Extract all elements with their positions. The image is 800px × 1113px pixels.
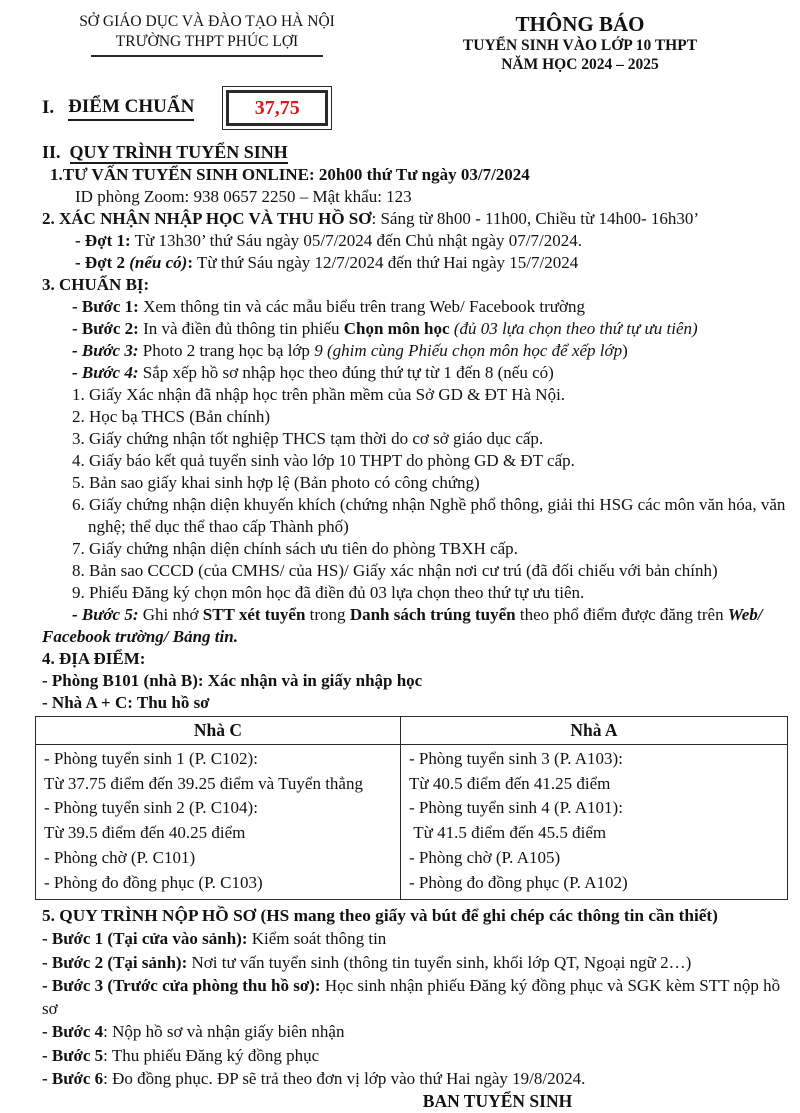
section-benchmark bbox=[42, 84, 788, 132]
confirmation-label: 2. XÁC NHẬN NHẬP HỌC VÀ THU HỒ SƠ bbox=[42, 209, 372, 228]
score-box-inner bbox=[226, 90, 328, 126]
submission-step bbox=[42, 974, 788, 1021]
section-process-heading bbox=[42, 140, 788, 164]
round1-line bbox=[42, 230, 788, 252]
confirmation-line bbox=[42, 208, 788, 230]
step5-channels: Web/ Facebook trường/ Bảng tin. bbox=[42, 605, 767, 646]
header-underline bbox=[91, 55, 323, 57]
step2-italic: (đủ 03 lựa chọn theo thứ tự ưu tiên) bbox=[449, 319, 698, 338]
submission-step4-text: : Nộp hồ sơ và nhận giấy biên nhận bbox=[103, 1022, 345, 1042]
step3-italic: 9 (ghim cùng Phiếu chọn môn học để xếp lớp bbox=[314, 341, 623, 360]
table-line: Từ 39.5 điểm đến 40.25 điểm bbox=[44, 823, 246, 843]
step2-bold: Chọn môn học bbox=[343, 319, 450, 338]
step4-label: - Bước 4: bbox=[72, 363, 139, 382]
round2-condition: (nếu có) bbox=[129, 253, 188, 272]
step5-bold2: Danh sách trúng tuyển bbox=[349, 605, 516, 624]
submission-title: 5. QUY TRÌNH NỘP HỒ SƠ (HS mang theo giấy và bút để ghi chép các thông tin cần thiết) bbox=[42, 906, 718, 926]
round2-colon: : bbox=[187, 253, 194, 272]
location-line1: - Phòng B101 (nhà B): Xác nhận và in giấy nhập học bbox=[42, 671, 423, 690]
document-item: 7. Giấy chứng nhận diện chính sách ưu tiên do phòng TBXH cấp. bbox=[72, 539, 518, 558]
step2-label: - Bước 2: bbox=[72, 319, 139, 338]
step2-text: In và điền đủ thông tin phiếu bbox=[138, 319, 344, 338]
submission-step2-label: - Bước 2 (Tại sảnh): bbox=[42, 952, 188, 972]
step3-label: - Bước 3: bbox=[72, 341, 139, 360]
table-body-row bbox=[36, 745, 788, 900]
online-consulting-line: 1.TƯ VẤN TUYỂN SINH ONLINE: 20h00 thứ Tư ngày 03/7/2024 bbox=[50, 165, 530, 184]
document-item: 4. Giấy báo kết quả tuyển sinh vào lớp 10 THPT do phòng GD & ĐT cấp. bbox=[72, 451, 575, 470]
table-header-row bbox=[36, 717, 788, 745]
step4-text: Sắp xếp hồ sơ nhập học theo đúng thứ tự từ 1 đến 8 (nếu có) bbox=[138, 363, 554, 382]
round2-text: Từ thứ Sáu ngày 12/7/2024 đến thứ Hai ngày 15/7/2024 bbox=[193, 253, 579, 272]
prepare-step5 bbox=[42, 604, 788, 648]
round2-label: - Đợt 2 bbox=[75, 253, 130, 272]
step5-t1: Ghi nhớ bbox=[138, 605, 203, 624]
submission-step6-text: : Đo đồng phục. ĐP sẽ trả theo đơn vị lớp vào thứ Hai ngày 19/8/2024. bbox=[103, 1069, 586, 1088]
table-header-building-a: Nhà A bbox=[401, 717, 788, 745]
submission-step1-label: - Bước 1 (Tại cửa vào sảnh): bbox=[42, 929, 248, 949]
prepare-step3 bbox=[42, 340, 788, 362]
table-line: Từ 37.75 điểm đến 39.25 điểm và Tuyển thẳng bbox=[44, 773, 363, 793]
table-line: Từ 40.5 điểm đến 41.25 điểm bbox=[409, 773, 611, 793]
zoom-info-line: ID phòng Zoom: 938 0657 2250 – Mật khẩu: 123 bbox=[75, 187, 412, 206]
table-line: - Phòng đo đồng phục (P. A102) bbox=[409, 872, 628, 892]
step5-t3: theo phổ điểm được đăng trên bbox=[515, 605, 728, 624]
round2-line bbox=[42, 252, 788, 274]
submission-step4-label: - Bước 4 bbox=[42, 1022, 104, 1042]
building-a-cell bbox=[401, 745, 788, 900]
step1-text: Xem thông tin và các mẫu biểu trên trang Web/ Facebook trường bbox=[138, 297, 585, 316]
confirmation-hours: : Sáng từ 8h00 - 11h00, Chiều từ 14h00- 16h30’ bbox=[371, 209, 700, 228]
location-title: 4. ĐỊA ĐIỂM: bbox=[42, 649, 146, 668]
section-process-title: QUY TRÌNH TUYỂN SINH bbox=[69, 142, 288, 162]
school-name: TRƯỜNG THPT PHÚC LỢI bbox=[115, 33, 299, 50]
table-line: - Phòng đo đồng phục (P. C103) bbox=[44, 872, 263, 892]
section-benchmark-title: ĐIỂM CHUẨN bbox=[68, 96, 194, 121]
submission-step1-text: Kiểm soát thông tin bbox=[247, 929, 387, 949]
table-line: - Phòng tuyển sinh 1 (P. C102): bbox=[44, 749, 258, 768]
section-submission bbox=[42, 904, 788, 1113]
document-subtitle: TUYỂN SINH VÀO LỚP 10 THPT bbox=[462, 37, 698, 54]
table-line: - Phòng chờ (P. C101) bbox=[44, 847, 196, 867]
document-item: 6. Giấy chứng nhận diện khuyến khích (chứng nhận Nghề phổ thông, giải thi HSG các môn văn hóa, văn nghệ; thể dục thể thao cấp Thành phố) bbox=[72, 495, 790, 536]
submission-step6-label: - Bước 6 bbox=[42, 1069, 104, 1088]
table-line: - Phòng tuyển sinh 2 (P. C104): bbox=[44, 798, 258, 818]
location-table bbox=[35, 716, 788, 900]
submission-step bbox=[42, 1044, 788, 1067]
document-item: 3. Giấy chứng nhận tốt nghiệp THCS tạm thời do cơ sở giáo dục cấp. bbox=[72, 429, 544, 448]
document-item: 8. Bản sao CCCD (của CMHS/ của HS)/ Giấy xác nhận nơi cư trú (đã đối chiếu với bản chính) bbox=[72, 561, 718, 580]
table-line: - Phòng tuyển sinh 4 (P. A101): bbox=[409, 798, 623, 818]
submission-step bbox=[42, 1067, 788, 1090]
section-numeral: I. bbox=[42, 97, 55, 118]
submission-step5-label: - Bước 5 bbox=[42, 1045, 104, 1065]
prepare-step4 bbox=[42, 362, 788, 384]
school-year: NĂM HỌC 2024 – 2025 bbox=[501, 56, 659, 73]
round1-label: - Đợt 1: bbox=[75, 231, 131, 250]
table-line: - Phòng chờ (P. A105) bbox=[409, 847, 561, 867]
section-numeral: II. bbox=[42, 142, 61, 162]
prepare-step1 bbox=[42, 296, 788, 318]
table-header-building-c: Nhà C bbox=[36, 717, 401, 745]
round1-text: Từ 13h30’ thứ Sáu ngày 05/7/2024 đến Chủ nhật ngày 07/7/2024. bbox=[130, 231, 582, 250]
document-item: 5. Bản sao giấy khai sinh hợp lệ (Bản photo có công chứng) bbox=[72, 473, 480, 492]
step5-bold1: STT xét tuyển bbox=[202, 605, 306, 624]
table-line: - Phòng tuyển sinh 3 (P. A103): bbox=[409, 749, 623, 768]
step5-label: - Bước 5: bbox=[72, 605, 139, 624]
document-item: 2. Học bạ THCS (Bản chính) bbox=[72, 407, 270, 426]
document-title: THÔNG BÁO bbox=[515, 12, 645, 36]
step3-text: Photo 2 trang học bạ lớp bbox=[138, 341, 315, 360]
building-c-cell bbox=[36, 745, 401, 900]
step3-tail: ) bbox=[622, 341, 628, 360]
score-box bbox=[222, 86, 332, 130]
org-name: SỞ GIÁO DỤC VÀ ĐÀO TẠO HÀ NỘI bbox=[79, 13, 335, 30]
step5-t2: trong bbox=[305, 605, 350, 624]
prepare-title: 3. CHUẨN BỊ: bbox=[42, 275, 150, 294]
submission-step bbox=[42, 1020, 788, 1043]
document-item: 1. Giấy Xác nhận đã nhập học trên phần mềm của Sở GD & ĐT Hà Nội. bbox=[72, 385, 566, 404]
step1-label: - Bước 1: bbox=[72, 297, 139, 316]
submission-step5-text: : Thu phiếu Đăng ký đồng phục bbox=[103, 1045, 320, 1065]
document-header bbox=[42, 12, 788, 74]
submission-step3-text: Học sinh nhận phiếu Đăng ký đồng phục và SGK kèm STT nộp hồ sơ bbox=[42, 975, 785, 1019]
benchmark-score: 37,75 bbox=[254, 96, 300, 119]
submission-step2-text: Nơi tư vấn tuyển sinh (thông tin tuyển sinh, khối lớp QT, Ngoại ngữ 2…) bbox=[187, 952, 692, 972]
signature-block: BAN TUYỂN SINH bbox=[422, 1091, 573, 1112]
submission-step bbox=[42, 927, 788, 950]
table-line: Từ 41.5 điểm đến 45.5 điểm bbox=[409, 823, 607, 843]
title-block bbox=[372, 12, 788, 74]
submission-step3-label: - Bước 3 (Trước cửa phòng thu hồ sơ): bbox=[42, 975, 321, 995]
document-item: 9. Phiếu Đăng ký chọn môn học đã điền đủ 03 lựa chọn theo thứ tự ưu tiên. bbox=[72, 583, 585, 602]
location-line2: - Nhà A + C: Thu hồ sơ bbox=[42, 693, 210, 712]
prepare-step2 bbox=[42, 318, 788, 340]
submission-step bbox=[42, 951, 788, 974]
issuing-org-block bbox=[42, 12, 372, 57]
